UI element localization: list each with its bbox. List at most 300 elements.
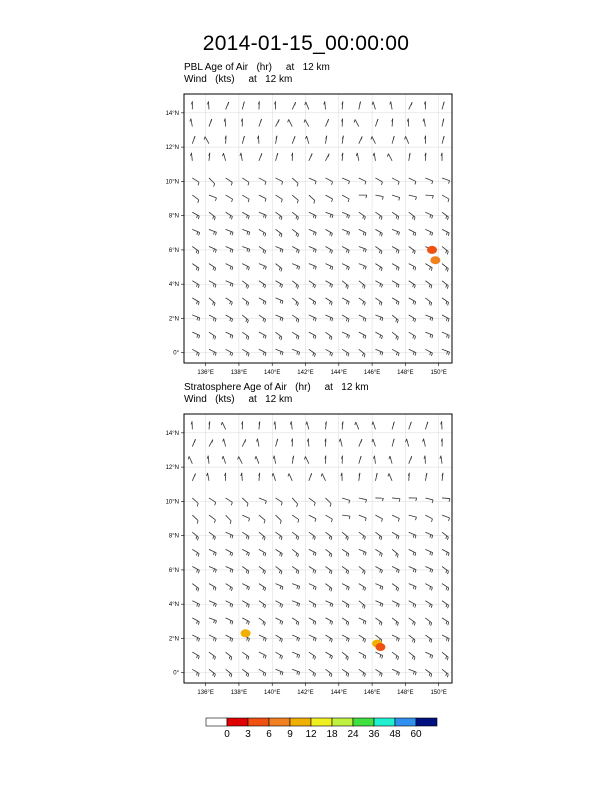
- wind-barb: [226, 532, 233, 538]
- wind-barb: [288, 119, 293, 126]
- wind-barb: [209, 212, 215, 220]
- lat-tick-label: 12°N: [165, 145, 179, 152]
- wind-barb: [238, 457, 243, 464]
- wind-barb: [359, 349, 365, 357]
- wind-barb: [423, 439, 426, 447]
- wind-barb: [191, 421, 192, 429]
- wind-barb: [192, 195, 198, 203]
- wind-barb: [257, 439, 259, 447]
- wind-barb: [442, 332, 449, 338]
- wind-barb: [226, 652, 232, 660]
- wind-barb: [442, 119, 444, 127]
- wind-barb: [276, 153, 278, 161]
- wind-barb: [292, 652, 299, 658]
- wind-barb: [242, 332, 249, 340]
- wind-barb: [192, 618, 199, 625]
- wind-barb: [192, 298, 199, 305]
- wind-barb: [442, 652, 448, 660]
- wind-barb: [226, 246, 233, 252]
- wind-barb: [192, 549, 199, 556]
- wind-barb: [372, 439, 376, 447]
- wind-barb: [242, 102, 244, 110]
- wind-barb: [375, 618, 382, 626]
- wind-barb: [375, 229, 382, 236]
- wind-barb: [372, 422, 375, 430]
- wind-barb: [242, 498, 248, 507]
- wind-barb: [225, 473, 226, 481]
- lon-tick-label: 140°E: [264, 690, 281, 696]
- wind-barb: [276, 439, 278, 447]
- wind-barb: [222, 153, 225, 161]
- wind-barb: [192, 584, 198, 592]
- colorbar-box: [374, 718, 395, 726]
- wind-barb: [342, 178, 349, 184]
- wind-barb: [359, 456, 361, 464]
- wind-barb: [290, 421, 292, 429]
- wind-barb: [409, 153, 410, 161]
- wind-barb: [192, 439, 195, 446]
- wind-barb: [259, 332, 266, 339]
- colorbar-label: 36: [368, 729, 380, 740]
- wind-barb: [242, 136, 244, 144]
- wind-barb: [389, 456, 392, 464]
- wind-barb: [325, 601, 332, 607]
- wind-barb: [442, 515, 450, 521]
- wind-barb: [409, 212, 415, 220]
- lon-tick-label: 140°E: [264, 370, 281, 376]
- wind-barb: [409, 298, 416, 305]
- wind-barb: [342, 281, 348, 289]
- lon-tick-label: 142°E: [297, 370, 314, 376]
- wind-barb: [409, 515, 417, 520]
- wind-barb: [226, 566, 233, 572]
- wind-barb: [209, 246, 216, 252]
- wind-barb: [392, 212, 399, 219]
- wind-barb: [442, 246, 448, 254]
- wind-barb: [425, 652, 432, 658]
- wind-barb: [342, 532, 348, 540]
- wind-barb: [375, 584, 382, 590]
- wind-barb: [425, 532, 432, 538]
- lon-tick-label: 138°E: [230, 370, 248, 376]
- wind-barb: [259, 298, 266, 305]
- wind-barb: [359, 332, 366, 339]
- wind-barb: [304, 456, 308, 463]
- wind-barb: [191, 101, 192, 109]
- wind-barb: [442, 601, 449, 609]
- wind-barb: [409, 549, 416, 556]
- wind-barb: [209, 566, 216, 572]
- wind-barb: [392, 195, 400, 200]
- wind-barb: [292, 212, 298, 220]
- wind-barb: [375, 298, 382, 306]
- wind-barb: [274, 421, 276, 429]
- wind-barb: [306, 422, 309, 430]
- wind-barb: [226, 264, 233, 270]
- map-frame: [184, 94, 452, 363]
- wind-barb: [359, 532, 366, 539]
- wind-barb: [292, 102, 295, 109]
- wind-barb: [242, 439, 245, 446]
- lat-tick-label: 10°N: [165, 179, 179, 186]
- wind-barb: [392, 652, 398, 660]
- wind-barb: [242, 246, 250, 252]
- wind-barb: [442, 473, 443, 481]
- wind-barb: [225, 136, 226, 144]
- wind-barb: [309, 281, 316, 288]
- field-blob: [375, 643, 385, 651]
- wind-barb: [192, 264, 199, 272]
- wind-barb: [342, 618, 349, 625]
- wind-barb: [424, 456, 425, 464]
- wind-barb: [409, 281, 416, 288]
- wind-barb: [375, 601, 382, 607]
- wind-barb: [276, 652, 283, 659]
- lon-tick-label: 138°E: [230, 690, 248, 696]
- wind-barb: [442, 212, 448, 220]
- wind-barb: [292, 349, 299, 355]
- colorbar-label: 60: [410, 729, 422, 740]
- wind-barb: [192, 229, 199, 235]
- wind-barb: [342, 498, 350, 503]
- wind-barb: [209, 669, 215, 677]
- lon-tick-label: 146°E: [363, 690, 381, 696]
- wind-barb: [342, 332, 349, 338]
- wind-barb: [425, 515, 432, 522]
- wind-barb: [309, 349, 316, 357]
- wind-barb: [325, 439, 326, 447]
- wind-barb: [276, 566, 282, 574]
- wind-barb: [375, 212, 382, 219]
- wind-barb: [442, 281, 448, 289]
- lat-tick-label: 0°: [173, 350, 179, 357]
- field-blob: [430, 256, 440, 264]
- wind-barb: [442, 566, 449, 574]
- wind-barb: [259, 652, 266, 658]
- wind-barb: [255, 456, 259, 463]
- map-panel-pbl-age-of-air: [166, 94, 452, 376]
- wind-barb: [209, 153, 210, 161]
- lat-tick-label: 4°N: [168, 282, 179, 289]
- wind-barb: [406, 439, 409, 447]
- lat-tick-label: 12°N: [165, 465, 179, 472]
- wind-barb: [242, 652, 249, 660]
- wind-barb: [424, 101, 425, 109]
- lat-tick-label: 4°N: [168, 602, 179, 609]
- wind-barb: [259, 498, 266, 504]
- wind-barb: [309, 498, 315, 506]
- wind-barb: [309, 332, 316, 339]
- wind-barb: [325, 315, 332, 321]
- wind-barb: [209, 618, 217, 624]
- page-title: 2014-01-15_00:00:00: [202, 32, 410, 55]
- wind-barb: [259, 635, 266, 641]
- wind-barb: [276, 332, 282, 340]
- wind-barb: [325, 515, 332, 522]
- wind-barb: [209, 264, 216, 271]
- colorbar-label: 6: [266, 729, 272, 740]
- wind-barb: [409, 246, 416, 254]
- wind-barb: [392, 439, 394, 447]
- wind-barb: [359, 473, 360, 481]
- panel-1-field-label: PBL Age of Air (hr) at 12 km: [184, 62, 330, 73]
- wind-barb: [242, 549, 249, 556]
- wind-barb: [442, 229, 449, 235]
- wind-barb: [325, 119, 328, 126]
- wind-barb: [325, 298, 332, 305]
- wind-barb: [242, 298, 248, 306]
- wind-barb: [392, 332, 398, 340]
- wind-barb: [342, 195, 349, 202]
- wind-barb: [425, 195, 433, 198]
- wind-barb: [192, 473, 195, 480]
- wind-barb: [409, 584, 416, 590]
- wind-barb: [321, 474, 325, 481]
- wind-barb: [392, 549, 398, 557]
- wind-barb: [442, 618, 449, 625]
- wind-barb: [276, 498, 283, 505]
- lat-tick-label: 6°N: [168, 247, 179, 254]
- wind-barb: [325, 229, 332, 236]
- wind-barb: [209, 332, 216, 339]
- wind-barb: [409, 652, 415, 660]
- wind-barb: [371, 136, 375, 143]
- wind-barb: [226, 549, 233, 556]
- wind-barb: [388, 473, 392, 480]
- wind-barb: [226, 281, 233, 287]
- wind-barb: [442, 532, 448, 540]
- wind-barb: [192, 652, 199, 659]
- wind-barb: [226, 102, 229, 109]
- wind-barb: [221, 422, 225, 429]
- wind-barb: [259, 119, 262, 127]
- wind-barb: [373, 153, 375, 161]
- wind-barb: [342, 153, 343, 161]
- wind-barb: [425, 264, 432, 271]
- wind-barb: [425, 498, 433, 503]
- wind-barb: [188, 456, 192, 463]
- wind-barb: [259, 153, 262, 160]
- lat-tick-label: 0°: [173, 670, 179, 677]
- lon-tick-label: 148°E: [397, 370, 414, 376]
- wind-barb: [292, 315, 299, 322]
- wind-barb: [339, 439, 342, 447]
- wind-barb: [272, 473, 275, 481]
- wind-barb: [359, 229, 366, 235]
- wind-barb: [309, 229, 316, 235]
- lat-tick-label: 2°N: [168, 316, 179, 323]
- wind-barb: [359, 212, 366, 219]
- colorbar-box: [269, 718, 290, 726]
- wind-barb: [425, 669, 431, 677]
- wind-barb: [409, 566, 416, 572]
- wind-barb: [192, 498, 198, 506]
- wind-barb: [325, 584, 331, 592]
- wind-barb: [375, 515, 382, 522]
- wind-barb: [292, 635, 299, 641]
- colorbar-box: [332, 718, 353, 726]
- wind-barb: [292, 229, 298, 237]
- wind-barb: [441, 421, 442, 429]
- wind-barb: [276, 119, 280, 126]
- wind-barb: [392, 136, 394, 144]
- colorbar-label: 12: [305, 729, 317, 740]
- panel-1-wind-label: Wind (kts) at 12 km: [184, 74, 293, 85]
- wind-barb: [309, 515, 316, 522]
- wind-barb: [309, 264, 316, 270]
- wind-barb: [325, 652, 332, 659]
- wind-barb: [375, 246, 382, 254]
- wind-barb: [192, 515, 198, 524]
- wind-barb: [309, 652, 316, 659]
- wind-barb: [292, 281, 298, 289]
- lat-tick-label: 2°N: [168, 636, 179, 643]
- wind-barb: [242, 229, 249, 235]
- wind-barb: [224, 119, 226, 127]
- wind-barb: [259, 532, 265, 540]
- wind-barb: [342, 584, 349, 591]
- wind-barb: [390, 102, 392, 110]
- wind-barb: [425, 635, 432, 643]
- wind-barb: [409, 102, 412, 109]
- wind-barb: [425, 212, 432, 218]
- wind-barb: [359, 566, 365, 574]
- wind-barb: [309, 298, 316, 305]
- wind-barb: [242, 566, 249, 574]
- wind-barb: [192, 136, 195, 144]
- panel-2-field-label: Stratosphere Age of Air (hr) at 12 km: [184, 382, 369, 393]
- wind-barb: [359, 549, 366, 555]
- lon-tick-label: 142°E: [297, 690, 314, 696]
- wind-barb: [325, 264, 332, 270]
- wind-barb: [222, 456, 225, 464]
- wind-barb: [409, 635, 415, 643]
- lat-tick-label: 8°N: [168, 213, 179, 220]
- wind-barb: [341, 456, 342, 464]
- lon-tick-label: 144°E: [330, 690, 348, 696]
- wind-barb: [276, 515, 282, 524]
- wind-barb: [425, 136, 426, 144]
- wind-barb: [359, 618, 366, 624]
- wind-barb: [309, 618, 316, 625]
- wind-barb: [359, 439, 362, 446]
- wind-barb: [259, 195, 266, 202]
- colorbar-label: 48: [389, 729, 401, 740]
- wind-barb: [325, 154, 329, 161]
- wind-barb: [207, 456, 209, 464]
- wind-barb: [359, 195, 367, 198]
- wind-barb: [359, 652, 366, 659]
- field-blob: [241, 629, 251, 637]
- wind-barb: [342, 264, 349, 271]
- wind-barb: [409, 618, 416, 626]
- map-frame: [184, 414, 452, 683]
- wind-barb: [276, 549, 283, 556]
- colorbar-label: 0: [224, 729, 230, 740]
- wind-barb: [392, 298, 399, 305]
- wind-barb: [359, 298, 366, 306]
- wind-barb: [373, 456, 375, 464]
- wind-barb: [342, 566, 349, 574]
- wind-barb: [242, 618, 249, 625]
- wind-barb: [209, 229, 216, 235]
- lat-tick-label: 10°N: [165, 499, 179, 506]
- wind-barb: [259, 601, 266, 608]
- wind-barb: [440, 456, 442, 464]
- wind-barb: [425, 332, 432, 338]
- wind-barb: [375, 549, 382, 556]
- lat-tick-label: 6°N: [168, 567, 179, 574]
- colorbar-box: [311, 718, 332, 726]
- wind-barb: [292, 195, 298, 203]
- wind-barb: [392, 119, 393, 127]
- wind-barb: [241, 119, 242, 127]
- wind-barb: [442, 584, 449, 591]
- wind-barb: [242, 264, 249, 271]
- wind-barb: [190, 153, 192, 161]
- wind-barb: [276, 584, 283, 590]
- wind-barb: [409, 195, 417, 200]
- wind-barb: [209, 601, 216, 607]
- wind-barb: [425, 584, 432, 591]
- colorbar-box: [248, 718, 269, 726]
- wind-barb: [276, 246, 283, 252]
- colorbar-label: 24: [347, 729, 359, 740]
- wind-barb: [342, 136, 343, 144]
- wind-barb: [292, 566, 299, 573]
- wind-barb: [304, 120, 309, 127]
- wind-barb: [226, 178, 233, 185]
- wind-barb: [375, 652, 382, 658]
- wind-barb: [242, 315, 248, 323]
- wind-barb: [409, 498, 417, 501]
- wind-barb: [226, 229, 233, 235]
- wind-barb: [342, 298, 349, 305]
- panel-2-wind-label: Wind (kts) at 12 km: [184, 394, 293, 405]
- wind-barb: [342, 549, 349, 556]
- wind-barb: [292, 669, 299, 675]
- wind-barb: [241, 473, 242, 481]
- wind-barb: [276, 298, 283, 304]
- wind-barb: [359, 264, 366, 270]
- wind-barb: [325, 498, 331, 507]
- wind-barb: [309, 154, 312, 161]
- wind-barb: [209, 178, 215, 187]
- wind-barb: [425, 566, 432, 572]
- wind-barb: [258, 136, 259, 144]
- wind-barb: [209, 421, 210, 429]
- lon-tick-label: 150°E: [430, 690, 447, 696]
- wind-barb: [292, 618, 299, 625]
- wind-barb: [292, 498, 297, 507]
- wind-barb: [292, 178, 298, 186]
- colorbar-label: 18: [326, 729, 338, 740]
- wind-barb: [276, 618, 283, 625]
- lon-tick-label: 144°E: [330, 370, 348, 376]
- wind-barb: [259, 281, 266, 288]
- wind-barb: [276, 349, 283, 355]
- wind-barb: [409, 669, 417, 675]
- wind-barb: [242, 281, 248, 289]
- wind-barb: [409, 229, 416, 236]
- colorbar-box: [353, 718, 374, 726]
- wind-barb: [441, 153, 442, 161]
- wind-barb: [325, 669, 331, 677]
- wind-barb: [325, 212, 332, 218]
- wind-barb: [276, 264, 282, 272]
- wind-barb: [425, 422, 427, 430]
- wind-barb: [375, 532, 381, 540]
